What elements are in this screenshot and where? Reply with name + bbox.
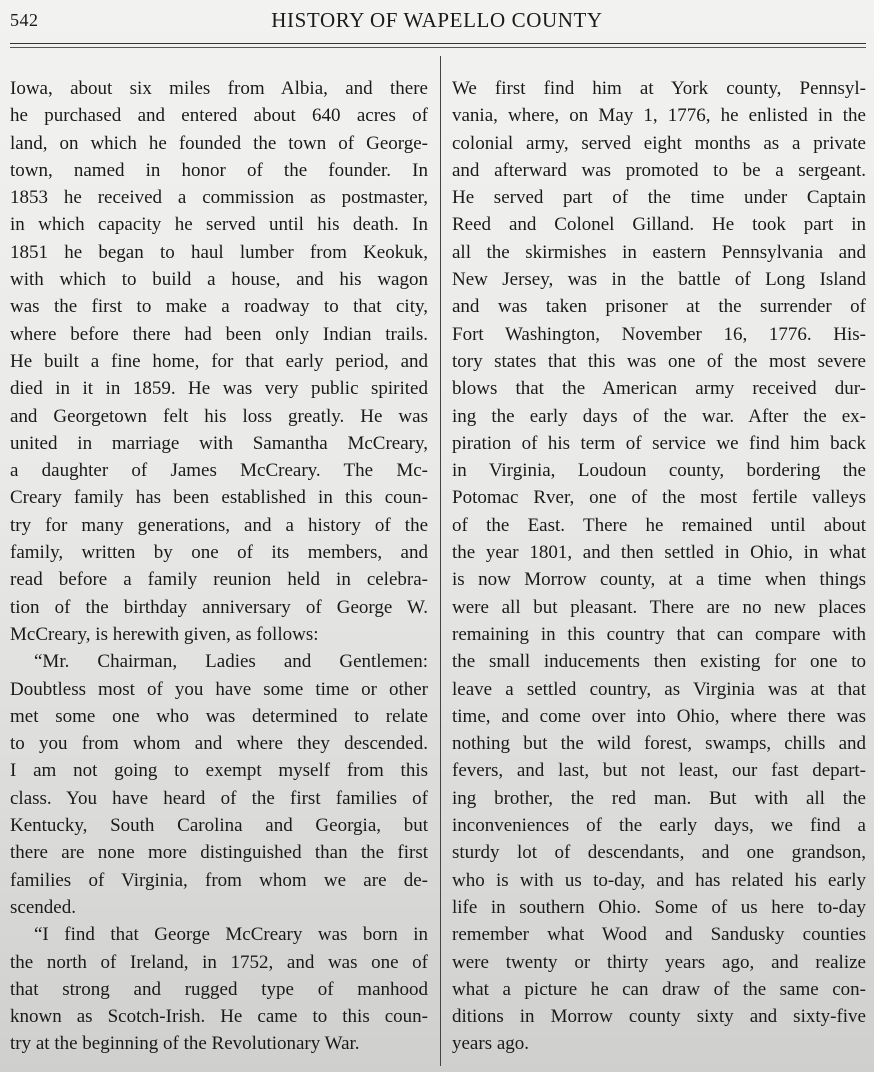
- text-line: remaining in this country that can compare with: [452, 623, 866, 645]
- text-line: New Jersey, was in the battle of Long Island: [452, 269, 866, 291]
- text-line: the year 1801, and then settled in Ohio, in what: [452, 542, 866, 564]
- text-line: with which to build a house, and his wagon: [10, 269, 428, 291]
- text-line: “Mr. Chairman, Ladies and Gentlemen:: [34, 651, 428, 673]
- text-line: is now Morrow county, at a time when things: [452, 569, 866, 591]
- text-line: ditions in Morrow county sixty and sixty-five: [452, 1006, 866, 1028]
- text-line: and Georgetown felt his loss greatly. He was: [10, 405, 428, 427]
- text-line: all the skirmishes in eastern Pennsylvania and: [452, 241, 866, 263]
- running-head: HISTORY OF WAPELLO COUNTY: [271, 8, 603, 32]
- text-line: known as Scotch-Irish. He came to this coun-: [10, 1006, 428, 1028]
- text-line: that strong and rugged type of manhood: [10, 978, 428, 1000]
- text-line: and was taken prisoner at the surrender of: [452, 296, 866, 318]
- text-line: met some one who was determined to relate: [10, 705, 428, 727]
- text-line: He served part of the time under Captain: [452, 187, 866, 209]
- text-line: Fort Washington, November 16, 1776. His-: [452, 323, 866, 345]
- page-header: [0, 8, 874, 38]
- text-line: inconveniences of the early days, we find a: [452, 815, 866, 837]
- text-line: try at the beginning of the Revolutionary War.: [10, 1033, 360, 1055]
- text-line: family, written by one of its members, and: [10, 542, 428, 564]
- left-column: [10, 75, 428, 1058]
- text-line: He built a fine home, for that early period, and: [10, 350, 428, 372]
- text-line: of the East. There he remained until about: [452, 514, 866, 536]
- text-line: sturdy lot of descendants, and one grandson,: [452, 842, 866, 864]
- text-line: time, and come over into Ohio, where there was: [452, 705, 866, 727]
- text-line: remember what Wood and Sandusky counties: [452, 924, 866, 946]
- text-line: colonial army, served eight months as a private: [452, 132, 866, 154]
- header-rule: [10, 43, 866, 44]
- text-line: 1851 he began to haul lumber from Keokuk,: [10, 241, 428, 263]
- text-line: families of Virginia, from whom we are de-: [10, 869, 428, 891]
- text-line: in Virginia, Loudoun county, bordering the: [452, 460, 866, 482]
- text-line: tion of the birthday anniversary of George W.: [10, 596, 428, 618]
- text-line: united in marriage with Samantha McCreary,: [10, 432, 428, 454]
- text-line: Iowa, about six miles from Albia, and there: [10, 78, 428, 99]
- text-line: Kentucky, South Carolina and Georgia, but: [10, 815, 428, 837]
- text-line: the north of Ireland, in 1752, and was one of: [10, 951, 428, 973]
- text-line: years ago.: [452, 1033, 530, 1055]
- text-line: leave a settled country, as Virginia was at that: [452, 678, 866, 700]
- right-column: [452, 75, 866, 1058]
- text-line: were all but pleasant. There are no new places: [452, 596, 866, 618]
- text-line: Potomac Rver, one of the most fertile valleys: [452, 487, 866, 509]
- text-line: were twenty or thirty years ago, and realize: [452, 951, 866, 973]
- text-line: 1853 he received a commission as postmaster,: [10, 187, 428, 209]
- text-line: “I find that George McCreary was born in: [34, 924, 428, 946]
- text-line: nothing but the wild forest, swamps, chills and: [452, 733, 866, 755]
- text-line: he purchased and entered about 640 acres of: [10, 105, 428, 127]
- text-line: We first find him at York county, Pennsyl-: [452, 78, 866, 99]
- text-line: died in it in 1859. He was very public spirited: [10, 378, 428, 400]
- text-line: and afterward was promoted to be a sergeant.: [452, 159, 866, 181]
- text-line: Reed and Colonel Gilland. He took part in: [452, 214, 866, 236]
- text-line: ing brother, the red man. But with all the: [452, 787, 866, 809]
- text-line: the small inducements then existing for one to: [452, 651, 866, 673]
- text-line: a daughter of James McCreary. The Mc-: [10, 460, 428, 482]
- text-line: tory states that this was one of the most severe: [452, 350, 866, 372]
- text-line: where before there had been only Indian trails.: [10, 323, 428, 345]
- text-line: try for many generations, and a history of the: [10, 514, 428, 536]
- text-line: was the first to make a roadway to that city,: [10, 296, 428, 318]
- text-line: fevers, and last, but not least, our fast depart-: [452, 760, 866, 782]
- text-line: in which capacity he served until his death. In: [10, 214, 428, 236]
- text-line: McCreary, is herewith given, as follows:: [10, 623, 319, 645]
- text-line: I am not going to exempt myself from this: [10, 760, 428, 782]
- text-line: Creary family has been established in this coun-: [10, 487, 428, 509]
- text-line: land, on which he founded the town of George-: [10, 132, 428, 154]
- header-rule-lower: [10, 47, 866, 48]
- column-divider: [440, 56, 441, 1066]
- text-line: Doubtless most of you have some time or other: [10, 678, 428, 700]
- text-line: what a picture he can draw of the same con-: [452, 978, 866, 1000]
- text-line: town, named in honor of the founder. In: [10, 159, 428, 181]
- text-line: vania, where, on May 1, 1776, he enlisted in the: [452, 105, 866, 127]
- text-line: blows that the American army received dur-: [452, 378, 866, 400]
- text-line: read before a family reunion held in celebra-: [10, 569, 428, 591]
- page-number: 542: [10, 10, 39, 30]
- text-line: there are none more distinguished than the first: [10, 842, 428, 864]
- text-line: to you from whom and where they descended.: [10, 733, 428, 755]
- text-line: scended.: [10, 896, 76, 918]
- text-line: who is with us to-day, and has related his early: [452, 869, 866, 891]
- text-line: ing the early days of the war. After the ex-: [452, 405, 866, 427]
- text-line: class. You have heard of the first families of: [10, 787, 428, 809]
- text-line: life in southern Ohio. Some of us here to-day: [452, 896, 866, 918]
- text-line: piration of his term of service we find him back: [452, 432, 866, 454]
